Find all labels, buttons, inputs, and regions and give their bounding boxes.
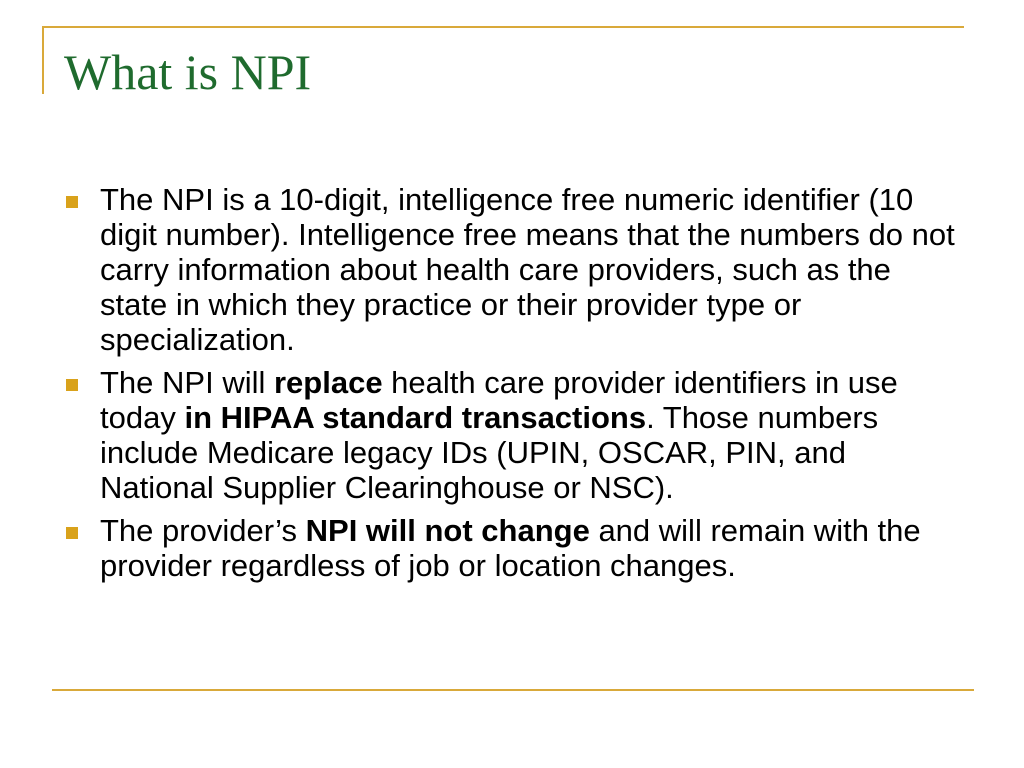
bullet-list [64,182,964,591]
square-bullet-icon [66,196,78,208]
bullet-item [64,365,964,505]
bullet-emphasis: NPI will not change [305,513,590,548]
bullet-item [64,182,964,357]
bullet-text [100,365,898,505]
square-bullet-icon [66,527,78,539]
bullet-text-segment: The NPI will [100,365,274,400]
bullet-emphasis: in HIPAA standard transactions [184,400,647,435]
bullet-text-segment: health care provider identifiers in use today [100,365,898,435]
bullet-text-segment: and will remain with the provider regardless of job or location changes. [100,513,921,583]
title-frame-left-rule [42,26,44,94]
bullet-emphasis: replace [273,365,383,400]
bullet-text-segment: . Those numbers include Medicare legacy IDs (UPIN, OSCAR, PIN, and National Supplier Clearinghouse or NSC). [100,400,879,505]
square-bullet-icon [66,379,78,391]
footer-rule [52,689,974,691]
bullet-text [100,513,921,583]
title-frame-top-rule [42,26,964,28]
bullet-item [64,513,964,583]
bullet-text-segment: The NPI is a 10-digit, intelligence free numeric identifier (10 digit number). Intelligence free means that the numbers do not carry information about health care providers, such as the state in which they practice or their provider type or specialization. [100,182,955,357]
slide-title: What is NPI [64,44,312,100]
bullet-text [100,182,955,357]
bullet-text-segment: The provider’s [100,513,306,548]
